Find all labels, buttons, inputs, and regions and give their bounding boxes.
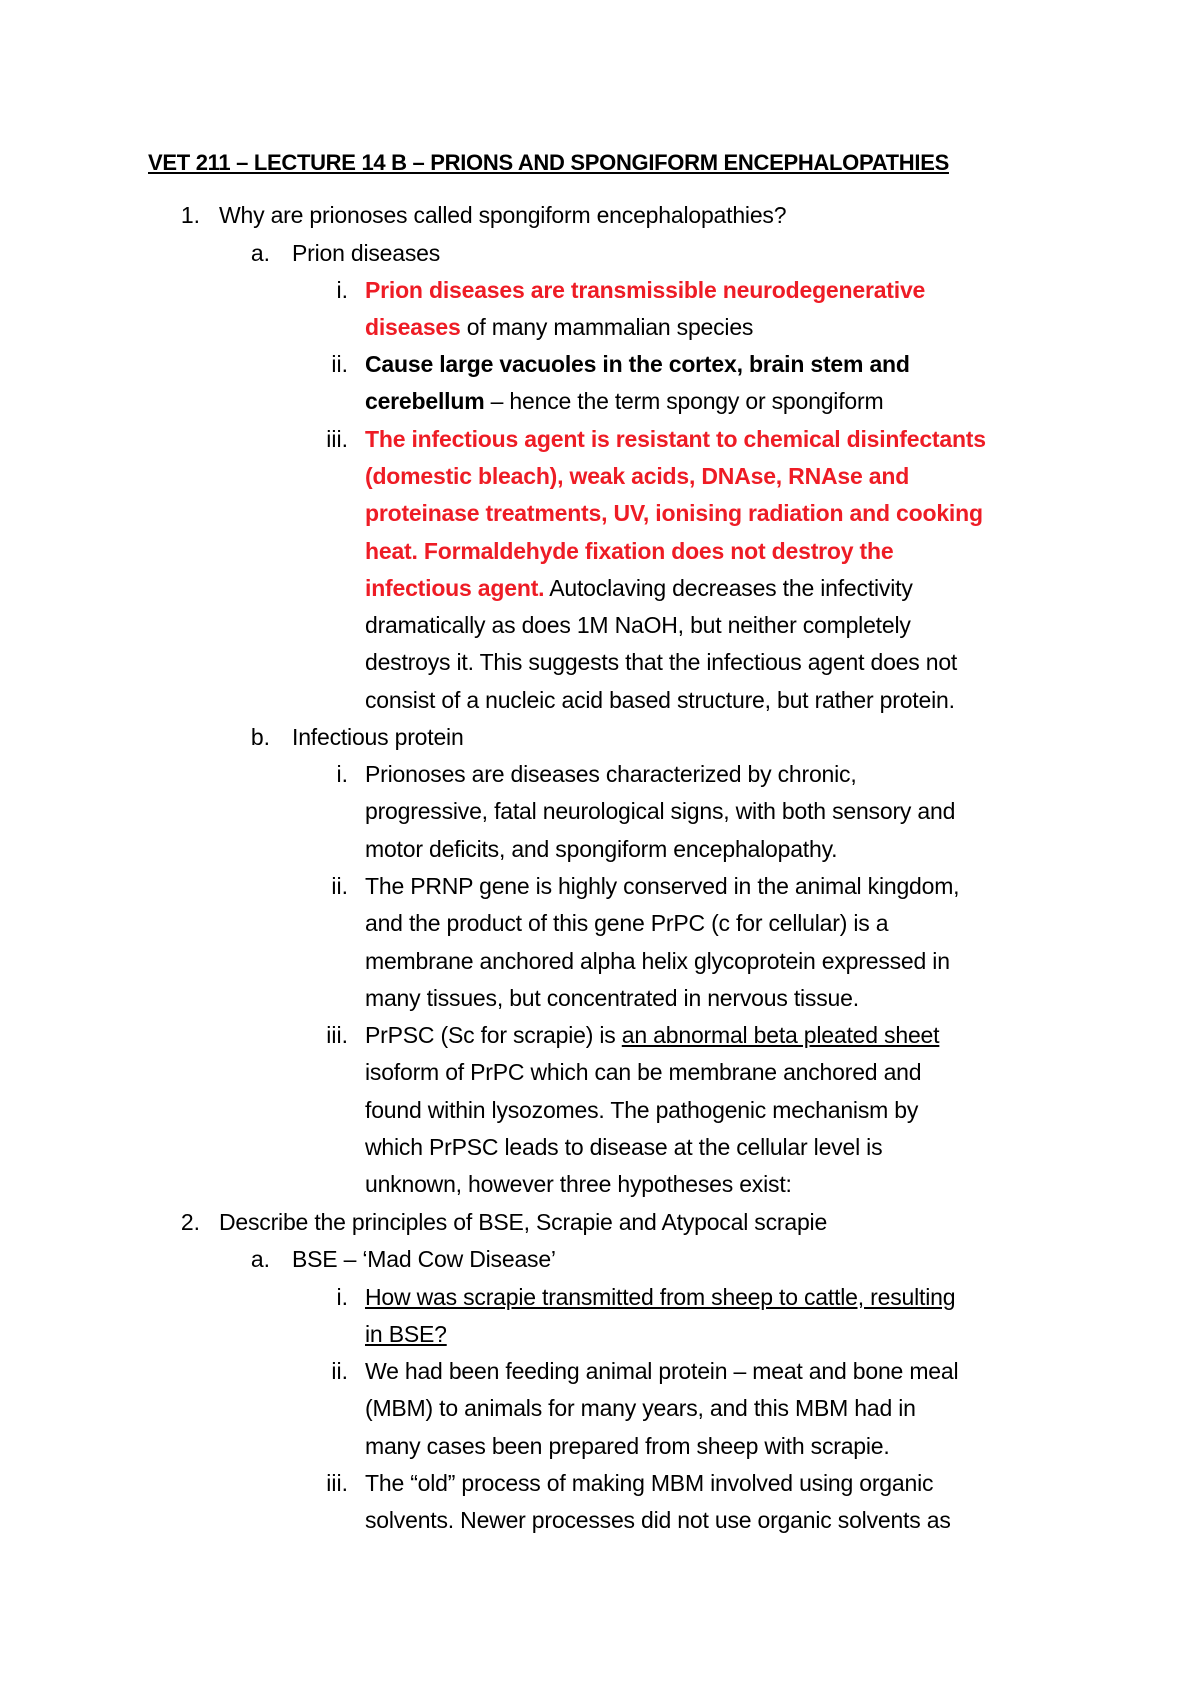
q1a-i-rest2: of many mammalian species [460,314,754,340]
q1b-ii-line1: The PRNP gene is highly conserved in the animal kingdom, [365,873,960,899]
q1-number: 1. [180,202,200,228]
q1b-iii-pre1: PrPSC (Sc for scrapie) is [365,1022,622,1048]
q2a-i-line1: How was scrapie transmitted from sheep to cattle, resulting [365,1284,956,1310]
q1a-i-line2 [365,312,753,342]
q1b-iii-underlined: an abnormal beta pleated sheet [621,1022,940,1048]
q1a-iii-red5: infectious agent. [365,575,545,601]
q1a-i-red2: diseases [365,314,461,340]
q1a-marker: a. [250,240,270,266]
q1b-ii-line2: and the product of this gene PrPC (c for cellular) is a [365,910,889,936]
q2a-ii-line2: (MBM) to animals for many years, and this MBM had in [365,1395,916,1421]
q1-text: Why are prionoses called spongiform encephalopathies? [219,202,787,228]
q1a-iii-line3: proteinase treatments, UV, ionising radiation and cooking [365,500,983,526]
q1b-ii-marker: ii. [331,873,348,899]
q2-text: Describe the principles of BSE, Scrapie and Atypocal scrapie [219,1209,828,1235]
q1a-i-marker: i. [336,277,348,303]
q2a-i-line2: in BSE? [365,1321,447,1347]
q1b-label: Infectious protein [292,724,464,750]
q2a-ii-line1: We had been feeding animal protein – meat and bone meal [365,1358,959,1384]
q2a-ii-marker: ii. [331,1358,348,1384]
q1a-label: Prion diseases [292,240,441,266]
q2a-iii-line1: The “old” process of making MBM involved using organic [365,1470,934,1496]
q1b-iii-line4: which PrPSC leads to disease at the cellular level is [365,1134,883,1160]
q1a-iii-marker: iii. [326,426,348,452]
q1b-iii-line2: isoform of PrPC which can be membrane anchored and [365,1059,922,1085]
q1a-ii-line2 [365,386,883,416]
q2-number: 2. [180,1209,200,1235]
q2a-marker: a. [250,1246,270,1272]
q2a-i-marker: i. [336,1284,348,1310]
page-title: VET 211 – LECTURE 14 B – PRIONS AND SPONGIFORM ENCEPHALOPATHIES [148,150,949,175]
q1a-iii-line2: (domestic bleach), weak acids, DNAse, RNAse and [365,463,910,489]
q1a-ii-marker: ii. [331,351,348,377]
q1b-ii-line3: membrane anchored alpha helix glycoprotein expressed in [365,948,950,974]
q1a-iii-line7: destroys it. This suggests that the infectious agent does not [365,649,958,675]
q1a-iii-line5 [365,573,913,603]
q2a-iii-marker: iii. [326,1470,348,1496]
q2a-ii-line3: many cases been prepared from sheep with scrapie. [365,1433,890,1459]
q1a-iii-line6: dramatically as does 1M NaOH, but neither completely [365,612,911,638]
q1a-iii-line4: heat. Formaldehyde fixation does not destroy the [365,538,894,564]
q1b-ii-line4: many tissues, but concentrated in nervous tissue. [365,985,859,1011]
q1a-ii-rest2: – hence the term spongy or spongiform [484,388,884,414]
q1b-i-line2: progressive, fatal neurological signs, with both sensory and [365,798,956,824]
q1b-i-line3: motor deficits, and spongiform encephalopathy. [365,836,838,862]
q1a-iii-line8: consist of a nucleic acid based structure, but rather protein. [365,687,955,713]
q1a-iii-line1: The infectious agent is resistant to chemical disinfectants [365,426,986,452]
q1b-iii-line1 [365,1020,939,1050]
q1b-iii-line3: found within lysozomes. The pathogenic mechanism by [365,1097,919,1123]
q1b-iii-line5: unknown, however three hypotheses exist: [365,1171,792,1197]
q1a-ii-bold2: cerebellum [365,388,485,414]
q1b-iii-marker: iii. [326,1022,348,1048]
q1b-marker: b. [250,724,270,750]
q1a-ii-line1: Cause large vacuoles in the cortex, brain stem and [365,351,910,377]
q2a-label: BSE – ‘Mad Cow Disease’ [292,1246,556,1272]
q2a-iii-line2: solvents. Newer processes did not use organic solvents as [365,1507,951,1533]
q1b-i-marker: i. [336,761,348,787]
q1a-i-line1: Prion diseases are transmissible neurodegenerative [365,277,926,303]
q1b-i-line1: Prionoses are diseases characterized by chronic, [365,761,857,787]
q1a-iii-rest5: Autoclaving decreases the infectivity [544,575,913,601]
